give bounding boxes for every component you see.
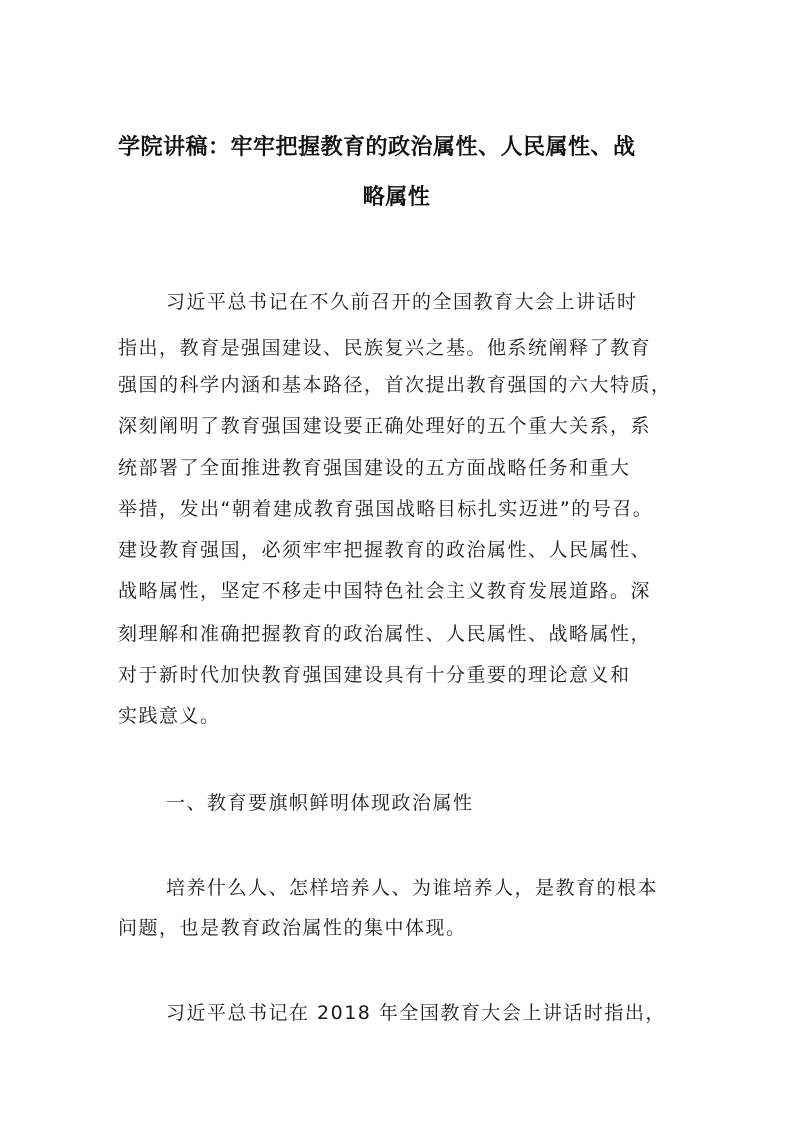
paragraph-1-line: 举措，发出“朝着建成教育强国战略目标扎实迈进”的号召。: [118, 498, 654, 520]
paragraph-1-line: 习近平总书记在不久前召开的全国教育大会上讲话时: [166, 291, 638, 313]
paragraph-1-line: 深刻阐明了教育强国建设要正确处理好的五个重大关系，系: [118, 415, 652, 437]
document-title-line-1: 学院讲稿：牢牢把握教育的政治属性、人民属性、战: [118, 135, 636, 160]
paragraph-1-line: 实践意义。: [118, 705, 221, 727]
section-1-heading: 一、教育要旗帜鲜明体现政治属性: [166, 792, 474, 814]
paragraph-2-line: 问题，也是教育政治属性的集中体现。: [118, 917, 467, 939]
paragraph-1-line: 强国的科学内涵和基本路径，首次提出教育强国的六大特质，: [118, 374, 672, 396]
paragraph-1-line: 指出，教育是强国建设、民族复兴之基。他系统阐释了教育: [118, 337, 652, 359]
paragraph-1-line: 对于新时代加快教育强国建设具有十分重要的理论意义和: [118, 664, 631, 686]
paragraph-1-line: 建设教育强国，必须牢牢把握教育的政治属性、人民属性、: [118, 539, 652, 561]
paragraph-1-line: 刻理解和准确把握教育的政治属性、人民属性、战略属性，: [118, 623, 652, 645]
paragraph-2-line: 培养什么人、怎样培养人、为谁培养人，是教育的根本: [166, 877, 659, 899]
document-title-line-2: 略属性: [362, 185, 431, 210]
paragraph-1-line: 战略属性，坚定不移走中国特色社会主义教育发展道路。深: [118, 580, 652, 602]
paragraph-3-line: 习近平总书记在 2018 年全国教育大会上讲话时指出，: [166, 1002, 666, 1024]
paragraph-1-line: 统部署了全面推进教育强国建设的五方面战略任务和重大: [118, 457, 631, 479]
